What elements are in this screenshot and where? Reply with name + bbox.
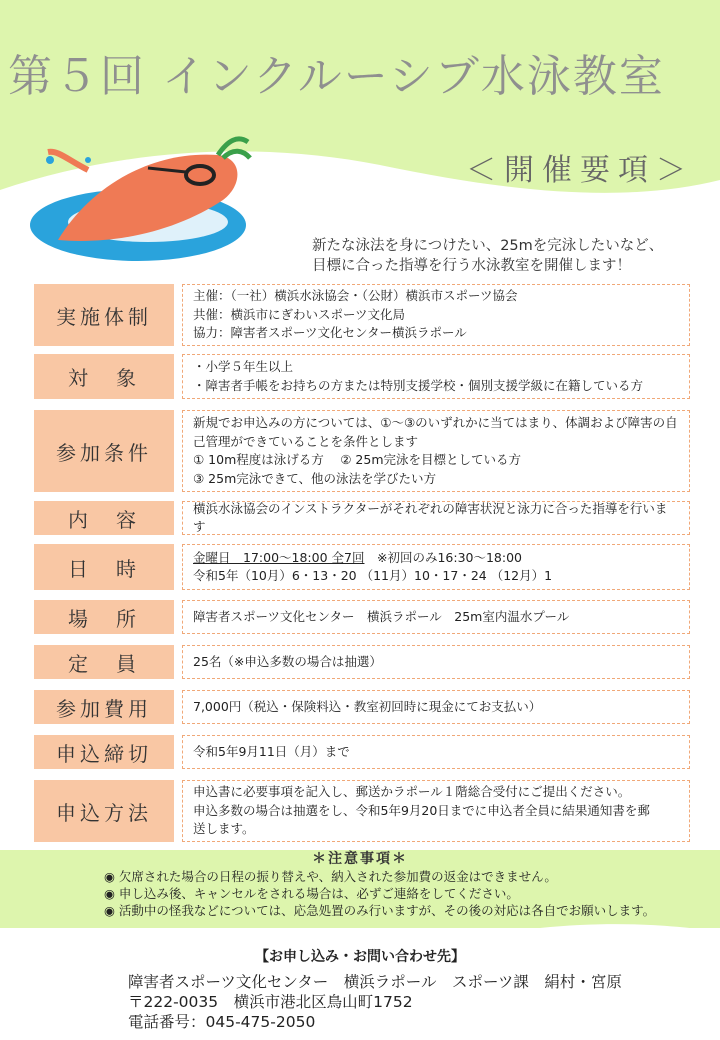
notes-list (104, 868, 655, 919)
row-content (182, 645, 690, 679)
row-content (182, 600, 690, 634)
schedule-underlined: 金曜日 17:00～18:00 全7回 (193, 549, 365, 565)
row-content-desc (34, 501, 690, 535)
intro-text (312, 236, 712, 276)
row-content (182, 284, 690, 346)
content-line: ・小学５年生以上 (193, 359, 294, 374)
content-line: 令和5年（10月）6・13・20 （11月）10・17・24 （12月）1 (193, 568, 553, 583)
content-line: 障害者スポーツ文化センター 横浜ラポール 25m室内温水プール (193, 608, 570, 624)
row-venue (34, 600, 690, 634)
note-item: ◉ 申し込み後、キャンセルをされる場合は、必ずご連絡をしてください。 (104, 886, 519, 901)
content-line: ① 10m程度は泳げる方 ② 25m完泳を目標としている方 (193, 452, 521, 467)
row-content (182, 735, 690, 769)
row-label: 定 員 (34, 645, 174, 679)
content-line (193, 549, 679, 568)
content-line: 主催：（一社）横浜水泳協会・（公財）横浜市スポーツ協会 (193, 288, 518, 304)
content-line: ③ 25m完泳できて、他の泳法を学びたい方 (193, 470, 437, 486)
row-label: 申込方法 (34, 780, 174, 842)
contact-line: 電話番号：045-475-2050 (128, 1013, 316, 1031)
row-label: 申込締切 (34, 735, 174, 769)
content-line: 送します。 (193, 821, 255, 837)
page-title: 第５回 インクルーシブ水泳教室 (8, 51, 665, 102)
contact-info (128, 972, 622, 1032)
note-item: ◉ 活動中の怪我などについては、応急処置のみ行いますが、その後の対応は各自でお願いします。 (104, 903, 656, 918)
intro-line: 目標に合った指導を行う水泳教室を開催します！ (312, 258, 631, 274)
content-line: 申込書に必要事項を記入し、郵送かラポール１階総合受付にご提出ください。 (193, 784, 631, 800)
row-target (34, 354, 690, 399)
row-label: 日 時 (34, 544, 174, 590)
content-line: 横浜水泳協会のインストラクターがそれぞれの障害状況と泳力に合った指導を行います (193, 500, 668, 534)
row-label: 場 所 (34, 600, 174, 634)
content-line: ・障害者手帳をお持ちの方または特別支援学校・個別支援学級に在籍している方 (193, 377, 644, 393)
content-line: 己管理ができていることを条件とします (193, 433, 419, 449)
row-content (182, 780, 690, 842)
contact-line: 〒222-0035 横浜市港北区鳥山町1752 (128, 993, 413, 1011)
content-line: 申込多数の場合は抽選をし、令和5年9月20日までに申込者全員に結果通知書を郵 (193, 802, 650, 818)
row-organizer (34, 284, 690, 346)
row-content (182, 354, 690, 399)
schedule-note: ※初回のみ16:30～18:00 (364, 549, 523, 565)
row-datetime (34, 544, 690, 590)
intro-line: 新たな泳法を身につけたい、25mを完泳したいなど、 (312, 238, 664, 254)
row-content (182, 410, 690, 492)
content-line: 令和5年9月11日（月）まで (193, 743, 350, 759)
row-label: 実施体制 (34, 284, 174, 346)
row-content (182, 690, 690, 724)
contact-heading: 【お申し込み・お問い合わせ先】 (255, 949, 465, 965)
row-label: 対 象 (34, 354, 174, 399)
row-content (182, 544, 690, 590)
row-application (34, 780, 690, 842)
row-label: 参加費用 (34, 690, 174, 724)
content-line: 25名（※申込多数の場合は抽選） (193, 653, 382, 669)
contact-line: 障害者スポーツ文化センター 横浜ラポール スポーツ課 絹村・宮原 (128, 973, 622, 991)
page-subtitle: ＜開催要項＞ (466, 153, 694, 188)
content-line: 7,000円（税込・保険料込・教室初回時に現金にてお支払い） (193, 698, 542, 714)
row-conditions (34, 410, 690, 492)
row-fee (34, 690, 690, 724)
row-label: 内 容 (34, 501, 174, 535)
row-deadline (34, 735, 690, 769)
content-line: 新規でお申込みの方については、①～③のいずれかに当てはまり、体調および障害の自 (193, 415, 678, 430)
row-label: 参加条件 (34, 410, 174, 492)
carrot-swimmer-illustration (28, 130, 258, 265)
content-line: 協力：障害者スポーツ文化センター横浜ラポール (193, 325, 467, 341)
note-item: ◉ 欠席された場合の日程の振り替えや、納入された参加費の返金はできません。 (104, 869, 557, 884)
row-content (182, 501, 690, 535)
content-line: 共催：横浜市にぎわいスポーツ文化局 (193, 306, 406, 322)
notes-title: ＊注意事項＊ (312, 851, 408, 867)
row-capacity (34, 645, 690, 679)
